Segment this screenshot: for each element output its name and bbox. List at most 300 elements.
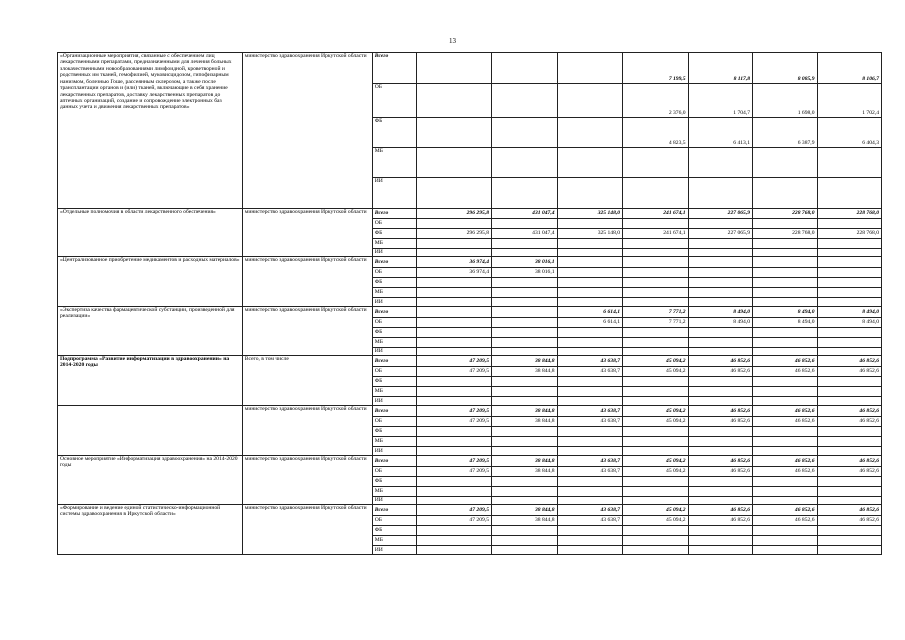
amount-cell — [416, 307, 491, 318]
amount-cell: 38 016,1 — [492, 268, 558, 278]
activity-description: Подпрограмма «Развитие информатизации в здравоохранении» на 2014-2020 годы — [58, 356, 243, 406]
amount-cell: 8 494,0 — [688, 318, 752, 328]
amount-cell — [416, 298, 491, 307]
amount-cell — [557, 268, 623, 278]
amount-cell — [817, 219, 882, 229]
table-row — [58, 307, 882, 318]
amount-cell: 325 148,0 — [557, 229, 623, 239]
amount-cell — [623, 257, 689, 268]
amount-cell: 46 852,6 — [688, 406, 752, 417]
amount-cell: 47 209,5 — [416, 505, 491, 516]
activity-description: Основное мероприятие «Информатизация здравоохранения» на 2014-2020 годы — [58, 456, 243, 505]
amount-cell: 45 094,2 — [623, 467, 689, 477]
amount-cell: 45 094,2 — [623, 505, 689, 516]
amount-cell: 2 376,0 — [623, 84, 689, 118]
amount-cell: 38 844,8 — [492, 516, 558, 526]
amount-cell — [492, 447, 558, 456]
amount-cell — [688, 348, 752, 356]
amount-cell: 46 852,6 — [753, 516, 817, 526]
amount-cell: 296 295,8 — [416, 229, 491, 239]
amount-cell — [753, 387, 817, 397]
amount-cell — [688, 278, 752, 288]
amount-cell — [557, 118, 623, 148]
amount-cell: 4 823,5 — [623, 118, 689, 148]
amount-cell: 6 413,1 — [688, 118, 752, 148]
amount-cell: 8 494,0 — [688, 307, 752, 318]
amount-cell — [623, 298, 689, 307]
amount-cell — [557, 298, 623, 307]
amount-cell — [688, 328, 752, 338]
amount-cell — [492, 118, 558, 148]
amount-cell: 46 852,6 — [753, 467, 817, 477]
amount-cell: 46 852,6 — [817, 417, 882, 427]
amount-cell — [492, 497, 558, 505]
amount-cell: 46 852,6 — [753, 456, 817, 467]
amount-cell — [492, 348, 558, 356]
amount-cell: 43 638,7 — [557, 417, 623, 427]
amount-cell — [492, 53, 558, 84]
funding-source-cell: ИИ — [372, 178, 416, 209]
amount-cell — [557, 178, 623, 209]
funding-source-cell: ФБ — [372, 477, 416, 487]
amount-cell: 47 209,5 — [416, 516, 491, 526]
amount-cell — [416, 53, 491, 84]
amount-cell — [416, 288, 491, 298]
amount-cell: 46 852,6 — [817, 367, 882, 377]
amount-cell — [817, 546, 882, 555]
amount-cell — [753, 526, 817, 536]
amount-cell: 227 065,9 — [688, 229, 752, 239]
table-row — [58, 356, 882, 367]
amount-cell: 431 047,4 — [492, 229, 558, 239]
amount-cell — [817, 268, 882, 278]
amount-cell — [817, 249, 882, 257]
amount-cell: 43 638,7 — [557, 516, 623, 526]
amount-cell — [557, 148, 623, 178]
amount-cell — [817, 148, 882, 178]
amount-cell — [817, 288, 882, 298]
amount-cell — [753, 257, 817, 268]
amount-cell: 47 209,5 — [416, 406, 491, 417]
executor-cell: министерство здравоохранения Иркутской области — [242, 53, 372, 209]
amount-cell — [623, 477, 689, 487]
funding-source-cell: ФБ — [372, 427, 416, 437]
amount-cell — [688, 546, 752, 555]
amount-cell — [753, 447, 817, 456]
amount-cell — [557, 447, 623, 456]
funding-source-cell: ФБ — [372, 229, 416, 239]
amount-cell — [688, 249, 752, 257]
amount-cell — [623, 526, 689, 536]
amount-cell — [416, 338, 491, 348]
funding-source-cell: ОБ — [372, 268, 416, 278]
amount-cell: 45 094,2 — [623, 417, 689, 427]
amount-cell: 46 852,6 — [817, 467, 882, 477]
activity-description: «Централизованное приобретение медикаментов и расходных материалов» — [58, 257, 243, 307]
amount-cell — [623, 377, 689, 387]
amount-cell: 38 844,8 — [492, 505, 558, 516]
amount-cell — [817, 387, 882, 397]
amount-cell: 1 704,7 — [688, 84, 752, 118]
amount-cell: 46 852,6 — [688, 467, 752, 477]
amount-cell — [416, 84, 491, 118]
amount-cell — [688, 338, 752, 348]
amount-cell — [416, 437, 491, 447]
amount-cell — [753, 148, 817, 178]
amount-cell: 228 768,0 — [753, 209, 817, 219]
amount-cell — [753, 377, 817, 387]
amount-cell — [416, 397, 491, 406]
amount-cell — [557, 219, 623, 229]
amount-cell: 47 209,5 — [416, 467, 491, 477]
amount-cell: 47 209,5 — [416, 356, 491, 367]
amount-cell — [688, 397, 752, 406]
amount-cell: 6 614,1 — [557, 318, 623, 328]
amount-cell — [688, 377, 752, 387]
amount-cell — [623, 239, 689, 249]
funding-source-cell: ОБ — [372, 318, 416, 328]
amount-cell: 8 117,8 — [688, 53, 752, 84]
amount-cell — [623, 397, 689, 406]
funding-source-cell: ИИ — [372, 348, 416, 356]
amount-cell — [753, 338, 817, 348]
amount-cell: 8 494,0 — [753, 318, 817, 328]
amount-cell — [492, 328, 558, 338]
funding-source-cell: ИИ — [372, 249, 416, 257]
amount-cell — [416, 118, 491, 148]
funding-source-cell: МБ — [372, 288, 416, 298]
amount-cell — [416, 526, 491, 536]
amount-cell — [416, 278, 491, 288]
amount-cell: 228 768,0 — [817, 209, 882, 219]
funding-source-cell: ИИ — [372, 447, 416, 456]
amount-cell — [416, 318, 491, 328]
amount-cell: 45 094,2 — [623, 406, 689, 417]
executor-cell: министерство здравоохранения Иркутской области — [242, 456, 372, 505]
amount-cell: 8 494,0 — [817, 318, 882, 328]
amount-cell — [557, 328, 623, 338]
amount-cell — [492, 546, 558, 555]
amount-cell — [492, 219, 558, 229]
amount-cell: 38 844,8 — [492, 417, 558, 427]
amount-cell — [623, 338, 689, 348]
amount-cell — [817, 536, 882, 546]
amount-cell: 38 016,1 — [492, 257, 558, 268]
amount-cell — [492, 487, 558, 497]
funding-source-cell: МБ — [372, 387, 416, 397]
amount-cell — [817, 338, 882, 348]
table-row — [58, 456, 882, 467]
amount-cell — [623, 268, 689, 278]
executor-cell: Всего, в том числе — [242, 356, 372, 406]
amount-cell: 47 209,5 — [416, 367, 491, 377]
executor-cell: министерство здравоохранения Иркутской области — [242, 505, 372, 555]
funding-source-cell: МБ — [372, 437, 416, 447]
amount-cell — [557, 377, 623, 387]
amount-cell: 241 674,1 — [623, 229, 689, 239]
funding-source-cell: ФБ — [372, 328, 416, 338]
funding-source-cell: Всего — [372, 356, 416, 367]
funding-source-cell: ИИ — [372, 397, 416, 406]
amount-cell — [492, 239, 558, 249]
amount-cell — [623, 437, 689, 447]
executor-cell: министерство здравоохранения Иркутской области — [242, 406, 372, 456]
amount-cell: 8 085,9 — [753, 53, 817, 84]
amount-cell — [688, 298, 752, 307]
amount-cell — [623, 447, 689, 456]
amount-cell: 7 199,5 — [623, 53, 689, 84]
funding-source-cell: МБ — [372, 148, 416, 178]
funding-source-cell: МБ — [372, 487, 416, 497]
amount-cell — [753, 328, 817, 338]
amount-cell — [817, 278, 882, 288]
amount-cell — [492, 437, 558, 447]
amount-cell — [688, 437, 752, 447]
amount-cell — [753, 288, 817, 298]
funding-source-cell: ОБ — [372, 516, 416, 526]
amount-cell — [416, 427, 491, 437]
amount-cell — [753, 427, 817, 437]
executor-cell: министерство здравоохранения Иркутской области — [242, 209, 372, 257]
amount-cell — [623, 387, 689, 397]
amount-cell — [623, 219, 689, 229]
amount-cell — [753, 546, 817, 555]
amount-cell — [557, 427, 623, 437]
table-row — [58, 406, 882, 417]
amount-cell — [623, 328, 689, 338]
amount-cell — [416, 546, 491, 555]
amount-cell — [688, 427, 752, 437]
amount-cell: 227 065,9 — [688, 209, 752, 219]
amount-cell — [817, 437, 882, 447]
amount-cell — [623, 148, 689, 178]
amount-cell: 228 768,0 — [753, 229, 817, 239]
amount-cell: 46 852,6 — [688, 516, 752, 526]
amount-cell — [557, 239, 623, 249]
activity-description: «Формирование и ведение единой статистическо-информационной системы здравоохранения в Иркутской области» — [58, 505, 243, 555]
amount-cell — [688, 387, 752, 397]
funding-source-cell: Всего — [372, 307, 416, 318]
amount-cell: 46 852,6 — [753, 505, 817, 516]
funding-source-cell: МБ — [372, 338, 416, 348]
funding-source-cell: ИИ — [372, 546, 416, 555]
funding-source-cell: ИИ — [372, 497, 416, 505]
amount-cell — [557, 348, 623, 356]
amount-cell: 38 844,8 — [492, 367, 558, 377]
amount-cell — [416, 239, 491, 249]
amount-cell — [688, 268, 752, 278]
amount-cell: 296 295,8 — [416, 209, 491, 219]
funding-source-cell: Всего — [372, 209, 416, 219]
amount-cell — [753, 348, 817, 356]
amount-cell — [557, 387, 623, 397]
amount-cell: 43 638,7 — [557, 505, 623, 516]
amount-cell — [557, 437, 623, 447]
amount-cell — [688, 487, 752, 497]
amount-cell: 228 768,0 — [817, 229, 882, 239]
amount-cell — [557, 546, 623, 555]
funding-source-cell: ФБ — [372, 526, 416, 536]
amount-cell — [557, 526, 623, 536]
amount-cell — [492, 377, 558, 387]
amount-cell: 45 094,2 — [623, 516, 689, 526]
amount-cell — [492, 298, 558, 307]
amount-cell — [623, 288, 689, 298]
amount-cell — [817, 298, 882, 307]
amount-cell — [416, 219, 491, 229]
amount-cell — [623, 427, 689, 437]
amount-cell — [492, 477, 558, 487]
funding-source-cell: ФБ — [372, 377, 416, 387]
amount-cell: 43 638,7 — [557, 456, 623, 467]
amount-cell: 46 852,6 — [688, 367, 752, 377]
table-row — [58, 53, 882, 84]
amount-cell — [416, 536, 491, 546]
amount-cell — [688, 477, 752, 487]
amount-cell — [492, 148, 558, 178]
amount-cell: 46 852,6 — [817, 456, 882, 467]
amount-cell — [416, 148, 491, 178]
amount-cell — [753, 239, 817, 249]
amount-cell — [492, 397, 558, 406]
amount-cell — [557, 249, 623, 257]
amount-cell — [817, 397, 882, 406]
amount-cell — [753, 437, 817, 447]
amount-cell: 38 844,8 — [492, 406, 558, 417]
amount-cell: 38 844,8 — [492, 356, 558, 367]
amount-cell: 46 852,6 — [817, 516, 882, 526]
amount-cell — [817, 526, 882, 536]
amount-cell: 8 494,0 — [817, 307, 882, 318]
amount-cell — [623, 487, 689, 497]
amount-cell — [753, 397, 817, 406]
amount-cell: 43 638,7 — [557, 367, 623, 377]
funding-source-cell: ОБ — [372, 219, 416, 229]
amount-cell — [416, 447, 491, 456]
funding-source-cell: Всего — [372, 406, 416, 417]
amount-cell: 46 852,6 — [753, 367, 817, 377]
funding-source-cell: ФБ — [372, 278, 416, 288]
activity-description: «Организационные мероприятия, связанные с обеспечением лиц лекарственными препаратами, предназначенными для лечения больных злокачественными новообразованиями лимфоидной, кроветворной и родственных им тканей, гемофилией, муковисцидозом, гипофизарным нанизмом, болезнью Гоше, рассеянным склерозом, а также после трансплантации органов и (или) тканей, включающие в себя хранение лекарственных препаратов, доставку лекарственных препаратов до аптечных организаций, создание и сопровождение электронных баз данных учета и движения лекарственных препаратов» — [58, 53, 243, 209]
amount-cell — [557, 536, 623, 546]
amount-cell — [753, 487, 817, 497]
amount-cell — [416, 348, 491, 356]
activity-description: «Отдельные полномочия в области лекарственного обеспечения» — [58, 209, 243, 257]
amount-cell: 1 698,0 — [753, 84, 817, 118]
amount-cell: 46 852,6 — [817, 356, 882, 367]
amount-cell — [753, 477, 817, 487]
funding-source-cell: Всего — [372, 456, 416, 467]
amount-cell — [623, 178, 689, 209]
amount-cell: 45 094,2 — [623, 367, 689, 377]
amount-cell — [623, 348, 689, 356]
amount-cell — [557, 338, 623, 348]
amount-cell — [688, 178, 752, 209]
amount-cell — [817, 497, 882, 505]
amount-cell — [623, 546, 689, 555]
amount-cell — [753, 278, 817, 288]
amount-cell — [753, 298, 817, 307]
amount-cell — [416, 328, 491, 338]
amount-cell: 46 852,6 — [753, 356, 817, 367]
funding-source-cell: Всего — [372, 53, 416, 84]
executor-cell: министерство здравоохранения Иркутской области — [242, 257, 372, 307]
amount-cell — [492, 178, 558, 209]
funding-source-cell: МБ — [372, 239, 416, 249]
amount-cell — [557, 288, 623, 298]
amount-cell: 7 771,2 — [623, 318, 689, 328]
amount-cell: 8 106,7 — [817, 53, 882, 84]
amount-cell — [817, 427, 882, 437]
amount-cell — [557, 397, 623, 406]
amount-cell: 38 844,8 — [492, 467, 558, 477]
amount-cell — [557, 53, 623, 84]
amount-cell — [557, 477, 623, 487]
amount-cell: 6 404,3 — [817, 118, 882, 148]
funding-source-cell: Всего — [372, 257, 416, 268]
amount-cell: 1 702,4 — [817, 84, 882, 118]
funding-source-cell: ОБ — [372, 417, 416, 427]
amount-cell: 325 148,0 — [557, 209, 623, 219]
amount-cell — [492, 427, 558, 437]
amount-cell: 47 209,5 — [416, 417, 491, 427]
amount-cell: 46 852,6 — [753, 417, 817, 427]
amount-cell: 46 852,6 — [753, 406, 817, 417]
amount-cell — [557, 487, 623, 497]
amount-cell: 45 094,2 — [623, 456, 689, 467]
amount-cell — [492, 288, 558, 298]
amount-cell: 36 974,4 — [416, 257, 491, 268]
funding-source-cell: ФБ — [372, 118, 416, 148]
funding-source-cell: ОБ — [372, 84, 416, 118]
funding-source-cell: ИИ — [372, 298, 416, 307]
amount-cell: 7 771,2 — [623, 307, 689, 318]
amount-cell — [492, 387, 558, 397]
amount-cell — [753, 268, 817, 278]
amount-cell: 36 974,4 — [416, 268, 491, 278]
funding-source-cell: МБ — [372, 536, 416, 546]
amount-cell: 46 852,6 — [688, 456, 752, 467]
amount-cell — [416, 477, 491, 487]
amount-cell — [492, 84, 558, 118]
amount-cell: 38 844,8 — [492, 456, 558, 467]
amount-cell — [557, 497, 623, 505]
amount-cell — [817, 447, 882, 456]
amount-cell — [753, 497, 817, 505]
amount-cell — [492, 526, 558, 536]
amount-cell — [753, 178, 817, 209]
activity-description — [58, 406, 243, 456]
amount-cell — [623, 278, 689, 288]
amount-cell — [688, 239, 752, 249]
amount-cell — [753, 219, 817, 229]
amount-cell: 45 094,2 — [623, 356, 689, 367]
amount-cell: 8 494,0 — [753, 307, 817, 318]
amount-cell — [817, 487, 882, 497]
amount-cell: 43 638,7 — [557, 356, 623, 367]
funding-source-cell: ОБ — [372, 367, 416, 377]
amount-cell — [416, 377, 491, 387]
amount-cell: 241 674,1 — [623, 209, 689, 219]
amount-cell — [817, 377, 882, 387]
amount-cell: 46 852,6 — [688, 417, 752, 427]
amount-cell: 47 209,5 — [416, 456, 491, 467]
table-row — [58, 505, 882, 516]
table-row — [58, 257, 882, 268]
amount-cell — [623, 249, 689, 257]
amount-cell — [416, 249, 491, 257]
amount-cell — [688, 526, 752, 536]
